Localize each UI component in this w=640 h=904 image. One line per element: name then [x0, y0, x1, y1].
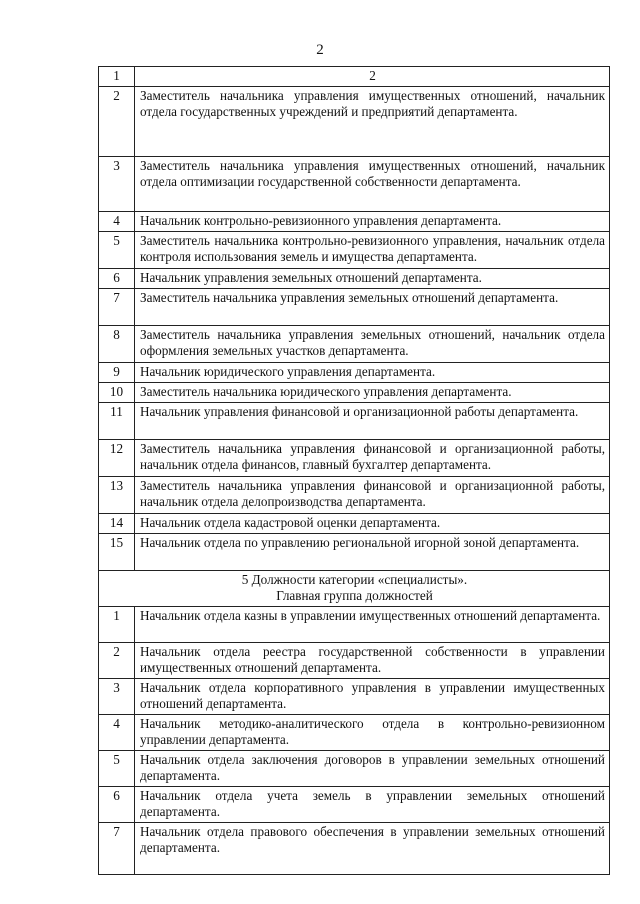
- table-row: [99, 440, 610, 477]
- positions-table: [98, 66, 610, 875]
- table-row: [99, 403, 610, 440]
- section-subtitle: Главная группа должностей: [276, 588, 433, 603]
- row-number: 8: [99, 326, 135, 363]
- page-number: 2: [316, 42, 324, 58]
- row-position-text: Начальник отдела по управлению региональной игорной зоной департамента.: [135, 534, 610, 571]
- row-number: 14: [99, 514, 135, 534]
- row-number: 13: [99, 477, 135, 514]
- table-row: [99, 269, 610, 289]
- table-row: [99, 212, 610, 232]
- row-number: 6: [99, 787, 135, 823]
- table-header-row: [99, 67, 610, 87]
- table-row: [99, 326, 610, 363]
- row-position-text: Начальник юридического управления департамента.: [135, 363, 610, 383]
- row-position-text: Начальник отдела кадастровой оценки департамента.: [135, 514, 610, 534]
- row-position-text: Заместитель начальника управления финансовой и организационной работы, начальник отдела финансов, главный бухгалтер департамента.: [135, 440, 610, 477]
- row-position-text: Заместитель начальника управления финансовой и организационной работы, начальник отдела делопроизводства департамента.: [135, 477, 610, 514]
- row-number: 7: [99, 823, 135, 875]
- row-number: 5: [99, 232, 135, 269]
- row-number: 3: [99, 679, 135, 715]
- table-row: [99, 87, 610, 157]
- table-row: [99, 514, 610, 534]
- table-row: [99, 289, 610, 326]
- row-number: 5: [99, 751, 135, 787]
- row-number: 4: [99, 715, 135, 751]
- row-position-text: Заместитель начальника юридического управления департамента.: [135, 383, 610, 403]
- table-row: [99, 232, 610, 269]
- row-number: 9: [99, 363, 135, 383]
- table-row: [99, 715, 610, 751]
- section-heading: [99, 571, 610, 607]
- header-col-position: 2: [135, 67, 610, 87]
- row-number: 7: [99, 289, 135, 326]
- row-position-text: Начальник отдела корпоративного управления в управлении имущественных отношений департамента.: [135, 679, 610, 715]
- row-position-text: Начальник отдела правового обеспечения в управлении земельных отношений департамента.: [135, 823, 610, 875]
- table-row: [99, 363, 610, 383]
- table-row: [99, 607, 610, 643]
- table-row: [99, 477, 610, 514]
- table-row: [99, 534, 610, 571]
- row-number: 6: [99, 269, 135, 289]
- row-number: 1: [99, 607, 135, 643]
- row-position-text: Начальник отдела заключения договоров в управлении земельных отношений департамента.: [135, 751, 610, 787]
- table-row: [99, 679, 610, 715]
- row-number: 15: [99, 534, 135, 571]
- row-position-text: Начальник контрольно-ревизионного управления департамента.: [135, 212, 610, 232]
- header-col-number: 1: [99, 67, 135, 87]
- table-row: [99, 157, 610, 212]
- table-row: [99, 787, 610, 823]
- row-position-text: Начальник отдела реестра государственной собственности в управлении имущественных отношений департамента.: [135, 643, 610, 679]
- row-position-text: Заместитель начальника управления имущественных отношений, начальник отдела оптимизации государственной собственности департамента.: [135, 157, 610, 212]
- row-number: 10: [99, 383, 135, 403]
- row-position-text: Заместитель начальника управления земельных отношений, начальник отдела оформления земельных участков департамента.: [135, 326, 610, 363]
- row-position-text: Начальник методико-аналитического отдела в контрольно-ревизионном управлении департамента.: [135, 715, 610, 751]
- row-number: 12: [99, 440, 135, 477]
- row-position-text: Начальник отдела учета земель в управлении земельных отношений департамента.: [135, 787, 610, 823]
- row-number: 4: [99, 212, 135, 232]
- table-row: [99, 643, 610, 679]
- row-position-text: Начальник отдела казны в управлении имущественных отношений департамента.: [135, 607, 610, 643]
- row-number: 2: [99, 87, 135, 157]
- table-row: [99, 383, 610, 403]
- row-number: 3: [99, 157, 135, 212]
- row-number: 11: [99, 403, 135, 440]
- table-row: [99, 751, 610, 787]
- row-number: 2: [99, 643, 135, 679]
- section-heading-row: [99, 571, 610, 607]
- row-position-text: Начальник управления финансовой и организационной работы департамента.: [135, 403, 610, 440]
- row-position-text: Заместитель начальника управления земельных отношений департамента.: [135, 289, 610, 326]
- row-position-text: Начальник управления земельных отношений департамента.: [135, 269, 610, 289]
- row-position-text: Заместитель начальника управления имущественных отношений, начальник отдела государственных учреждений и предприятий департамента.: [135, 87, 610, 157]
- section-title: 5 Должности категории «специалисты».: [241, 572, 468, 587]
- row-position-text: Заместитель начальника контрольно-ревизионного управления, начальник отдела контроля использования земель и имущества департамента.: [135, 232, 610, 269]
- table-row: [99, 823, 610, 875]
